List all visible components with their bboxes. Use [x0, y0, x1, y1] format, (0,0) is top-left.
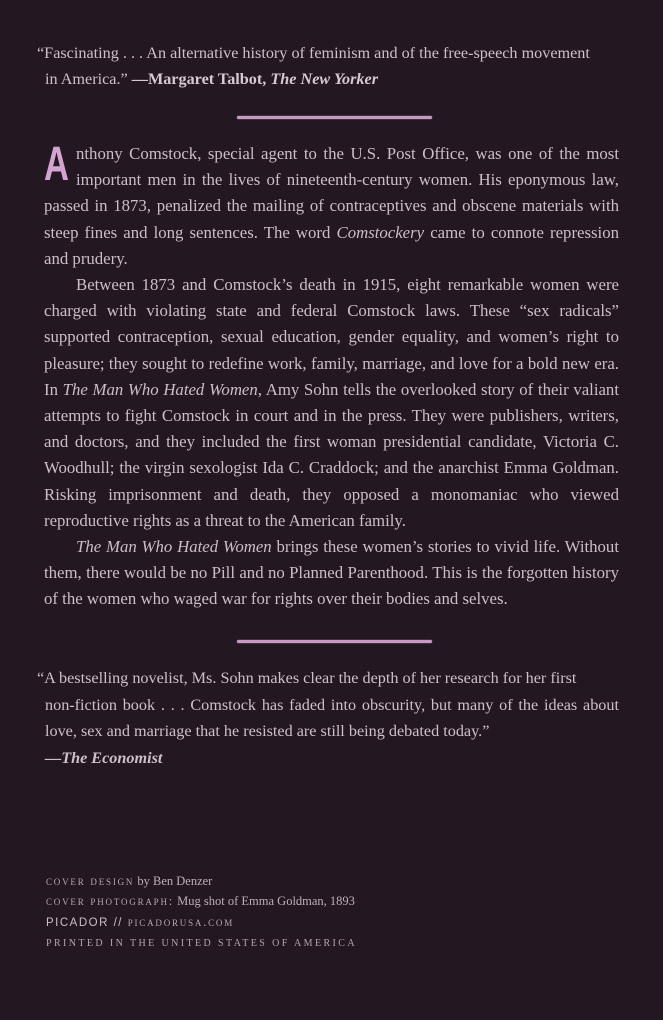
printed-line — [46, 933, 357, 953]
description-paragraph-1 — [44, 138, 619, 272]
cover-photo-credit — [46, 892, 357, 912]
top-blurb — [37, 40, 627, 92]
cover-design-label: cover design — [46, 874, 135, 888]
printed-in-usa: PRINTED IN THE UNITED STATES OF AMERICA — [46, 937, 357, 949]
cover-design-credit — [46, 872, 357, 892]
description-paragraph-2 — [44, 272, 619, 534]
p2-text-b: , Amy Sohn tells the overlooked story of their valiant attempts to fight Comstock in court and in the press. They were publishers, writers, and doctors, and they included the first woman presidential candidate, Victoria C. Woodhull; the virgin sexologist Ida C. Craddock; and the anarchist Emma Goldman. Risking imprisonment and death, they opposed a monomaniac who viewed reproductive rights as a threat to the American family. — [44, 379, 619, 530]
bottom-blurb-attribution: —The Economist — [45, 748, 163, 767]
bottom-blurb-line1: “A bestselling novelist, Ms. Sohn makes clear the depth of her research for her first — [37, 669, 577, 687]
publisher-name: PICADOR — [46, 917, 109, 929]
description-paragraph-3 — [44, 534, 619, 613]
publisher-line — [46, 913, 357, 933]
p3-text-b: brings these women’s stories to vivid life. Without them, there would be no Pill and no Planned Parenthood. This is the forgotten history of the women who waged war for rights over their bodies and selves. — [44, 537, 619, 609]
separator: // — [108, 917, 128, 929]
p1-text-a: nthony Comstock, special agent to the U.S. Post Office, was one of the most important men in the lives of nineteenth-century women. His eponymous law, passed in 1873, penalized the mailing of contraceptives and obscene materials with steep fines and long sentences. The word — [44, 144, 619, 242]
top-blurb-attribution — [132, 70, 378, 88]
cover-photo-value: Mug shot of Emma Goldman, 1893 — [174, 893, 355, 908]
top-blurb-text: in America.” — [45, 70, 132, 88]
cover-photo-label: cover photograph: — [46, 893, 175, 908]
bottom-blurb-rest: non-fiction book . . . Comstock has faded into obscurity, but many of the ideas about love, sex and marriage that he resisted are still being debated today.” — [45, 695, 619, 740]
publisher-website: picadorusa.com — [127, 915, 235, 929]
credits — [46, 872, 357, 952]
decorative-divider — [237, 640, 432, 643]
top-blurb-author: —Margaret Talbot, — [131, 70, 271, 88]
p2-text-a: Between 1873 and Comstock’s death in 1915, eight remarkable women were charged with violating state and federal Comstock laws. These “sex radicals” supported contraception, sexual education, gender equality, and women’s right to pleasure; they sought to redefine work, family, marriage, and love for a bold new era. In — [44, 275, 619, 399]
top-blurb-publication: The New Yorker — [270, 70, 379, 88]
p1-italic: Comstockery — [336, 222, 425, 242]
top-blurb-line2 — [37, 66, 627, 92]
cover-design-value: by Ben Denzer — [134, 874, 213, 888]
top-blurb-line1: “Fascinating . . . An alternative history of feminism and of the free-speech movement — [37, 44, 590, 62]
p2-italic: The Man Who Hated Women — [62, 379, 258, 399]
drop-cap: A — [44, 138, 69, 191]
decorative-divider — [237, 116, 432, 119]
bottom-blurb — [37, 665, 619, 771]
p1-text-b: came to connote repression and prudery. — [44, 222, 619, 268]
book-description — [44, 138, 619, 613]
p3-italic: The Man Who Hated Women — [76, 537, 272, 557]
